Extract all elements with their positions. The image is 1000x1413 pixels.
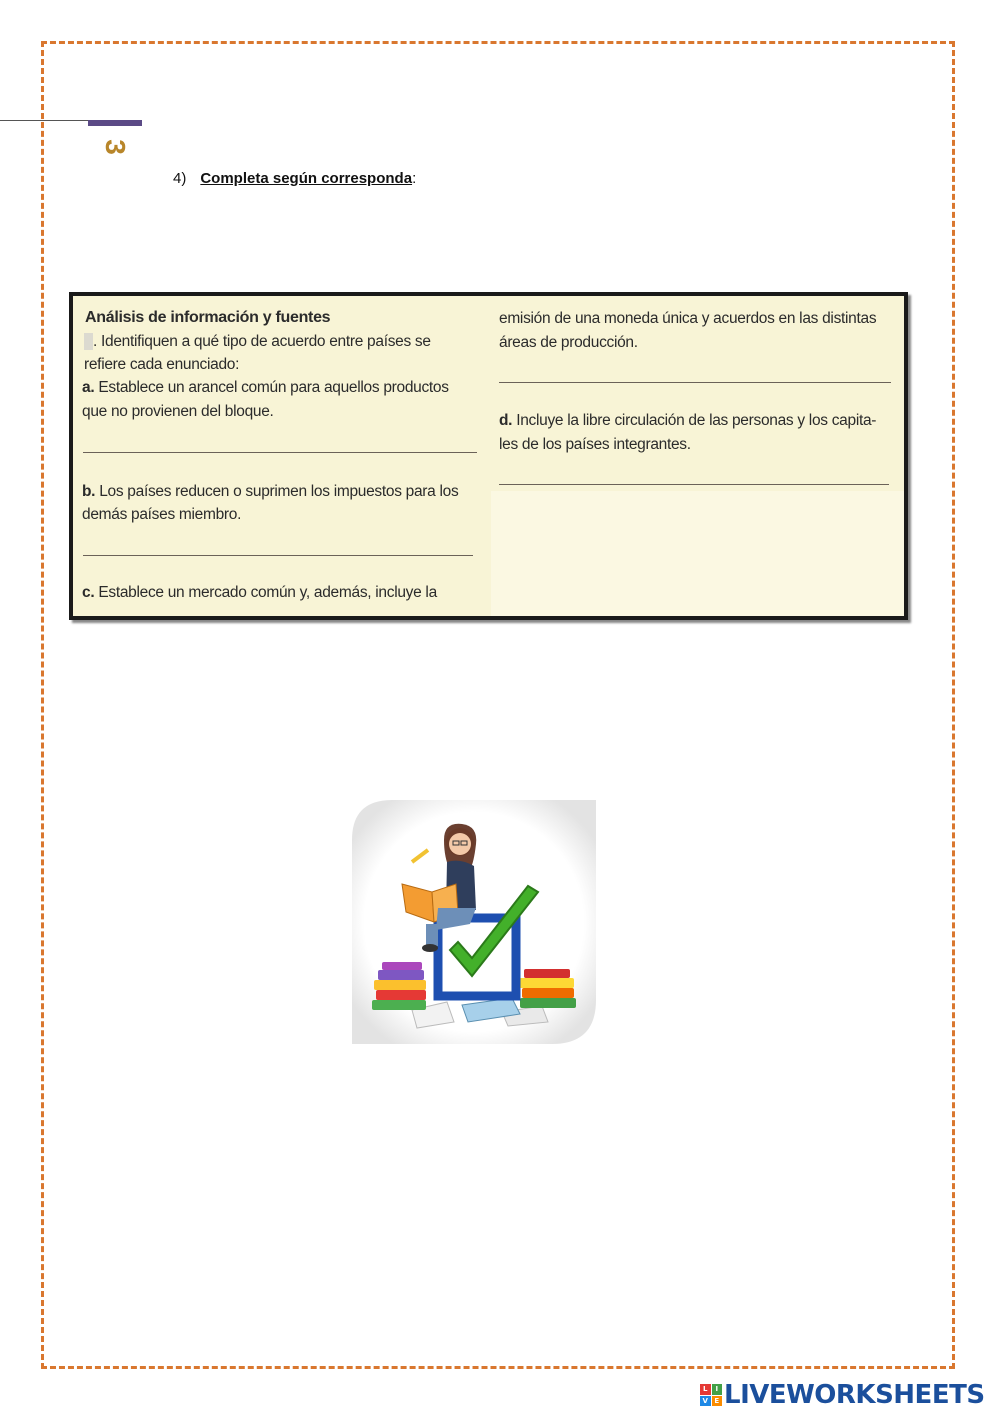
illustration-svg	[352, 800, 596, 1044]
logo-mark-i: I	[712, 1384, 723, 1395]
item-a-text: Establece un arancel común para aquellos productos	[98, 379, 449, 396]
answer-line-a[interactable]	[83, 452, 477, 453]
activity-left-column	[73, 296, 491, 616]
item-d-text: Incluye la libre circulación de las personas y los capita-	[516, 412, 877, 429]
activity-intro-line1: . Identifiquen a qué tipo de acuerdo entre países se	[93, 333, 431, 350]
item-b-line2: demás países miembro.	[82, 506, 242, 523]
answer-line-c[interactable]	[499, 382, 891, 383]
item-d-line1	[499, 409, 876, 432]
instruction-number: 4)	[173, 170, 187, 187]
item-c-line1	[82, 581, 437, 604]
activity-box	[69, 292, 908, 620]
activity-right-column	[491, 296, 904, 616]
corner-accent-bar	[88, 120, 142, 126]
blank-panel	[491, 491, 904, 616]
logo-mark-e: E	[712, 1396, 723, 1407]
item-d-line2: les de los países integrantes.	[499, 436, 691, 453]
activity-intro-line2: refiere cada enunciado:	[84, 356, 240, 373]
item-number-marker	[84, 333, 93, 350]
instruction	[173, 170, 416, 187]
corner-line	[0, 120, 90, 121]
logo-mark-v: V	[700, 1396, 711, 1407]
activity-heading: Análisis de información y fuentes	[85, 309, 331, 326]
item-d-letter: d.	[499, 412, 513, 429]
liveworksheets-logo[interactable]	[700, 1380, 985, 1410]
page-border	[41, 41, 955, 1369]
item-c-letter: c.	[82, 584, 95, 601]
logo-text: LIVEWORKSHEETS	[724, 1380, 985, 1410]
item-c-line3: áreas de producción.	[499, 334, 638, 351]
logo-mark	[700, 1384, 722, 1406]
item-a-line1	[82, 376, 449, 399]
item-b-line1	[82, 480, 458, 503]
item-b-letter: b.	[82, 483, 96, 500]
answer-line-d[interactable]	[499, 484, 889, 485]
item-a-letter: a.	[82, 379, 95, 396]
page-number: 3	[100, 139, 131, 155]
logo-mark-l: L	[700, 1384, 711, 1395]
item-a-line2: que no provienen del bloque.	[82, 403, 274, 420]
item-c-line2: emisión de una moneda única y acuerdos en las distintas	[499, 310, 877, 327]
instruction-suffix: :	[412, 170, 417, 187]
answer-line-b[interactable]	[83, 555, 473, 556]
instruction-title: Completa según corresponda	[200, 170, 413, 187]
item-c-text: Establece un mercado común y, además, incluye la	[98, 584, 437, 601]
checklist-teacher-icon	[352, 800, 596, 1044]
item-b-text: Los países reducen o suprimen los impuestos para los	[99, 483, 459, 500]
